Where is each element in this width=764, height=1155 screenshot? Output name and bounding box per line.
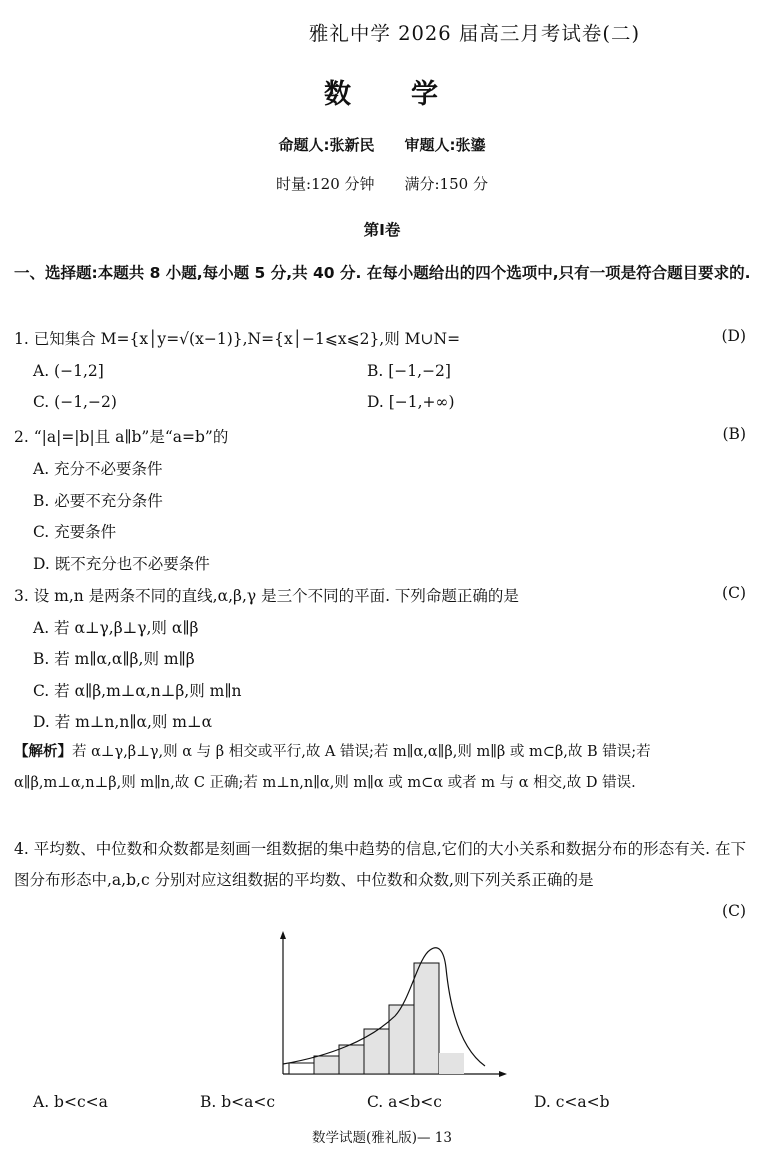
authors-line: 命题人:张新民 审题人:张鎏 bbox=[278, 136, 486, 154]
x-axis-arrow bbox=[499, 1071, 507, 1077]
question-3-analysis bbox=[14, 737, 752, 799]
y-axis-arrow bbox=[280, 931, 286, 939]
question-4-option-d: D. c<a<b bbox=[534, 1093, 610, 1111]
question-1-option-a: A. (−1,2] bbox=[33, 362, 104, 380]
question-2-option-b: B. 必要不充分条件 bbox=[33, 492, 163, 510]
histogram-bar bbox=[439, 1053, 464, 1074]
histogram-bar bbox=[314, 1056, 339, 1074]
section-instructions: 一、选择题:本题共 8 小题,每小题 5 分,共 40 分. 在每小题给出的四个选项中,只有一项是符合题目要求的. bbox=[14, 264, 751, 282]
question-3-option-d: D. 若 m⊥n,n∥α,则 m⊥α bbox=[33, 713, 213, 731]
question-2-option-d: D. 既不充分也不必要条件 bbox=[33, 555, 210, 573]
question-4-answer: (C) bbox=[722, 902, 746, 920]
volume-title: 第Ⅰ卷 bbox=[363, 221, 401, 239]
question-3-option-c: C. 若 α∥β,m⊥α,n⊥β,则 m∥n bbox=[33, 682, 242, 700]
question-3-option-b: B. 若 m∥α,α∥β,则 m∥β bbox=[33, 650, 195, 668]
question-3-stem: 3. 设 m,n 是两条不同的直线,α,β,γ 是三个不同的平面. 下列命题正确的是 bbox=[14, 587, 519, 605]
question-1-option-b: B. [−1,−2] bbox=[367, 362, 451, 380]
question-3-option-a: A. 若 α⊥γ,β⊥γ,则 α∥β bbox=[33, 619, 199, 637]
subject-title: 数 学 bbox=[324, 79, 440, 110]
question-4-option-a: A. b<c<a bbox=[33, 1093, 108, 1111]
question-2-stem: 2. “|a|=|b|且 a∥b”是“a=b”的 bbox=[14, 428, 229, 446]
question-2-option-a: A. 充分不必要条件 bbox=[33, 460, 163, 478]
question-4-option-b: B. b<a<c bbox=[200, 1093, 276, 1111]
distribution-figure bbox=[260, 928, 510, 1080]
histogram-bar bbox=[289, 1063, 314, 1074]
question-1-option-c: C. (−1,−2) bbox=[33, 393, 117, 411]
school-title: 雅礼中学 2026 届高三月考试卷(二) bbox=[308, 22, 641, 45]
analysis-text: 若 α⊥γ,β⊥γ,则 α 与 β 相交或平行,故 A 错误;若 m∥α,α∥β,则 m∥β 或 m⊂β,故 B 错误;若 α∥β,m⊥α,n⊥β,则 m∥n,故 C 正确;若 m⊥n,n∥α,则 m∥α 或 m⊂α 或者 m 与 α 相交,故 D 错误. bbox=[14, 744, 651, 791]
time-score-line: 时量:120 分钟 满分:150 分 bbox=[276, 175, 488, 193]
question-4-option-c: C. a<b<c bbox=[367, 1093, 442, 1111]
question-2-answer: (B) bbox=[722, 425, 746, 443]
question-1-option-d: D. [−1,+∞) bbox=[367, 393, 455, 411]
question-1-stem: 1. 已知集合 M={x│y=√(x−1)},N={x│−1⩽x⩽2},则 M∪N= bbox=[14, 330, 461, 348]
question-1-answer: (D) bbox=[721, 327, 746, 345]
question-2-option-c: C. 充要条件 bbox=[33, 523, 117, 541]
question-4-stem: 4. 平均数、中位数和众数都是刻画一组数据的集中趋势的信息,它们的大小关系和数据分布的形态有关. 在下图分布形态中,a,b,c 分别对应这组数据的平均数、中位数和众数,则下列关系正确的是 bbox=[14, 840, 746, 889]
question-3-answer: (C) bbox=[722, 584, 746, 602]
histogram-bar bbox=[414, 963, 439, 1074]
analysis-label: 【解析】 bbox=[14, 744, 72, 760]
histogram-bar bbox=[339, 1045, 364, 1074]
histogram-bar bbox=[389, 1005, 414, 1074]
page-footer: 数学试题(雅礼版)— 13 bbox=[311, 1130, 452, 1146]
